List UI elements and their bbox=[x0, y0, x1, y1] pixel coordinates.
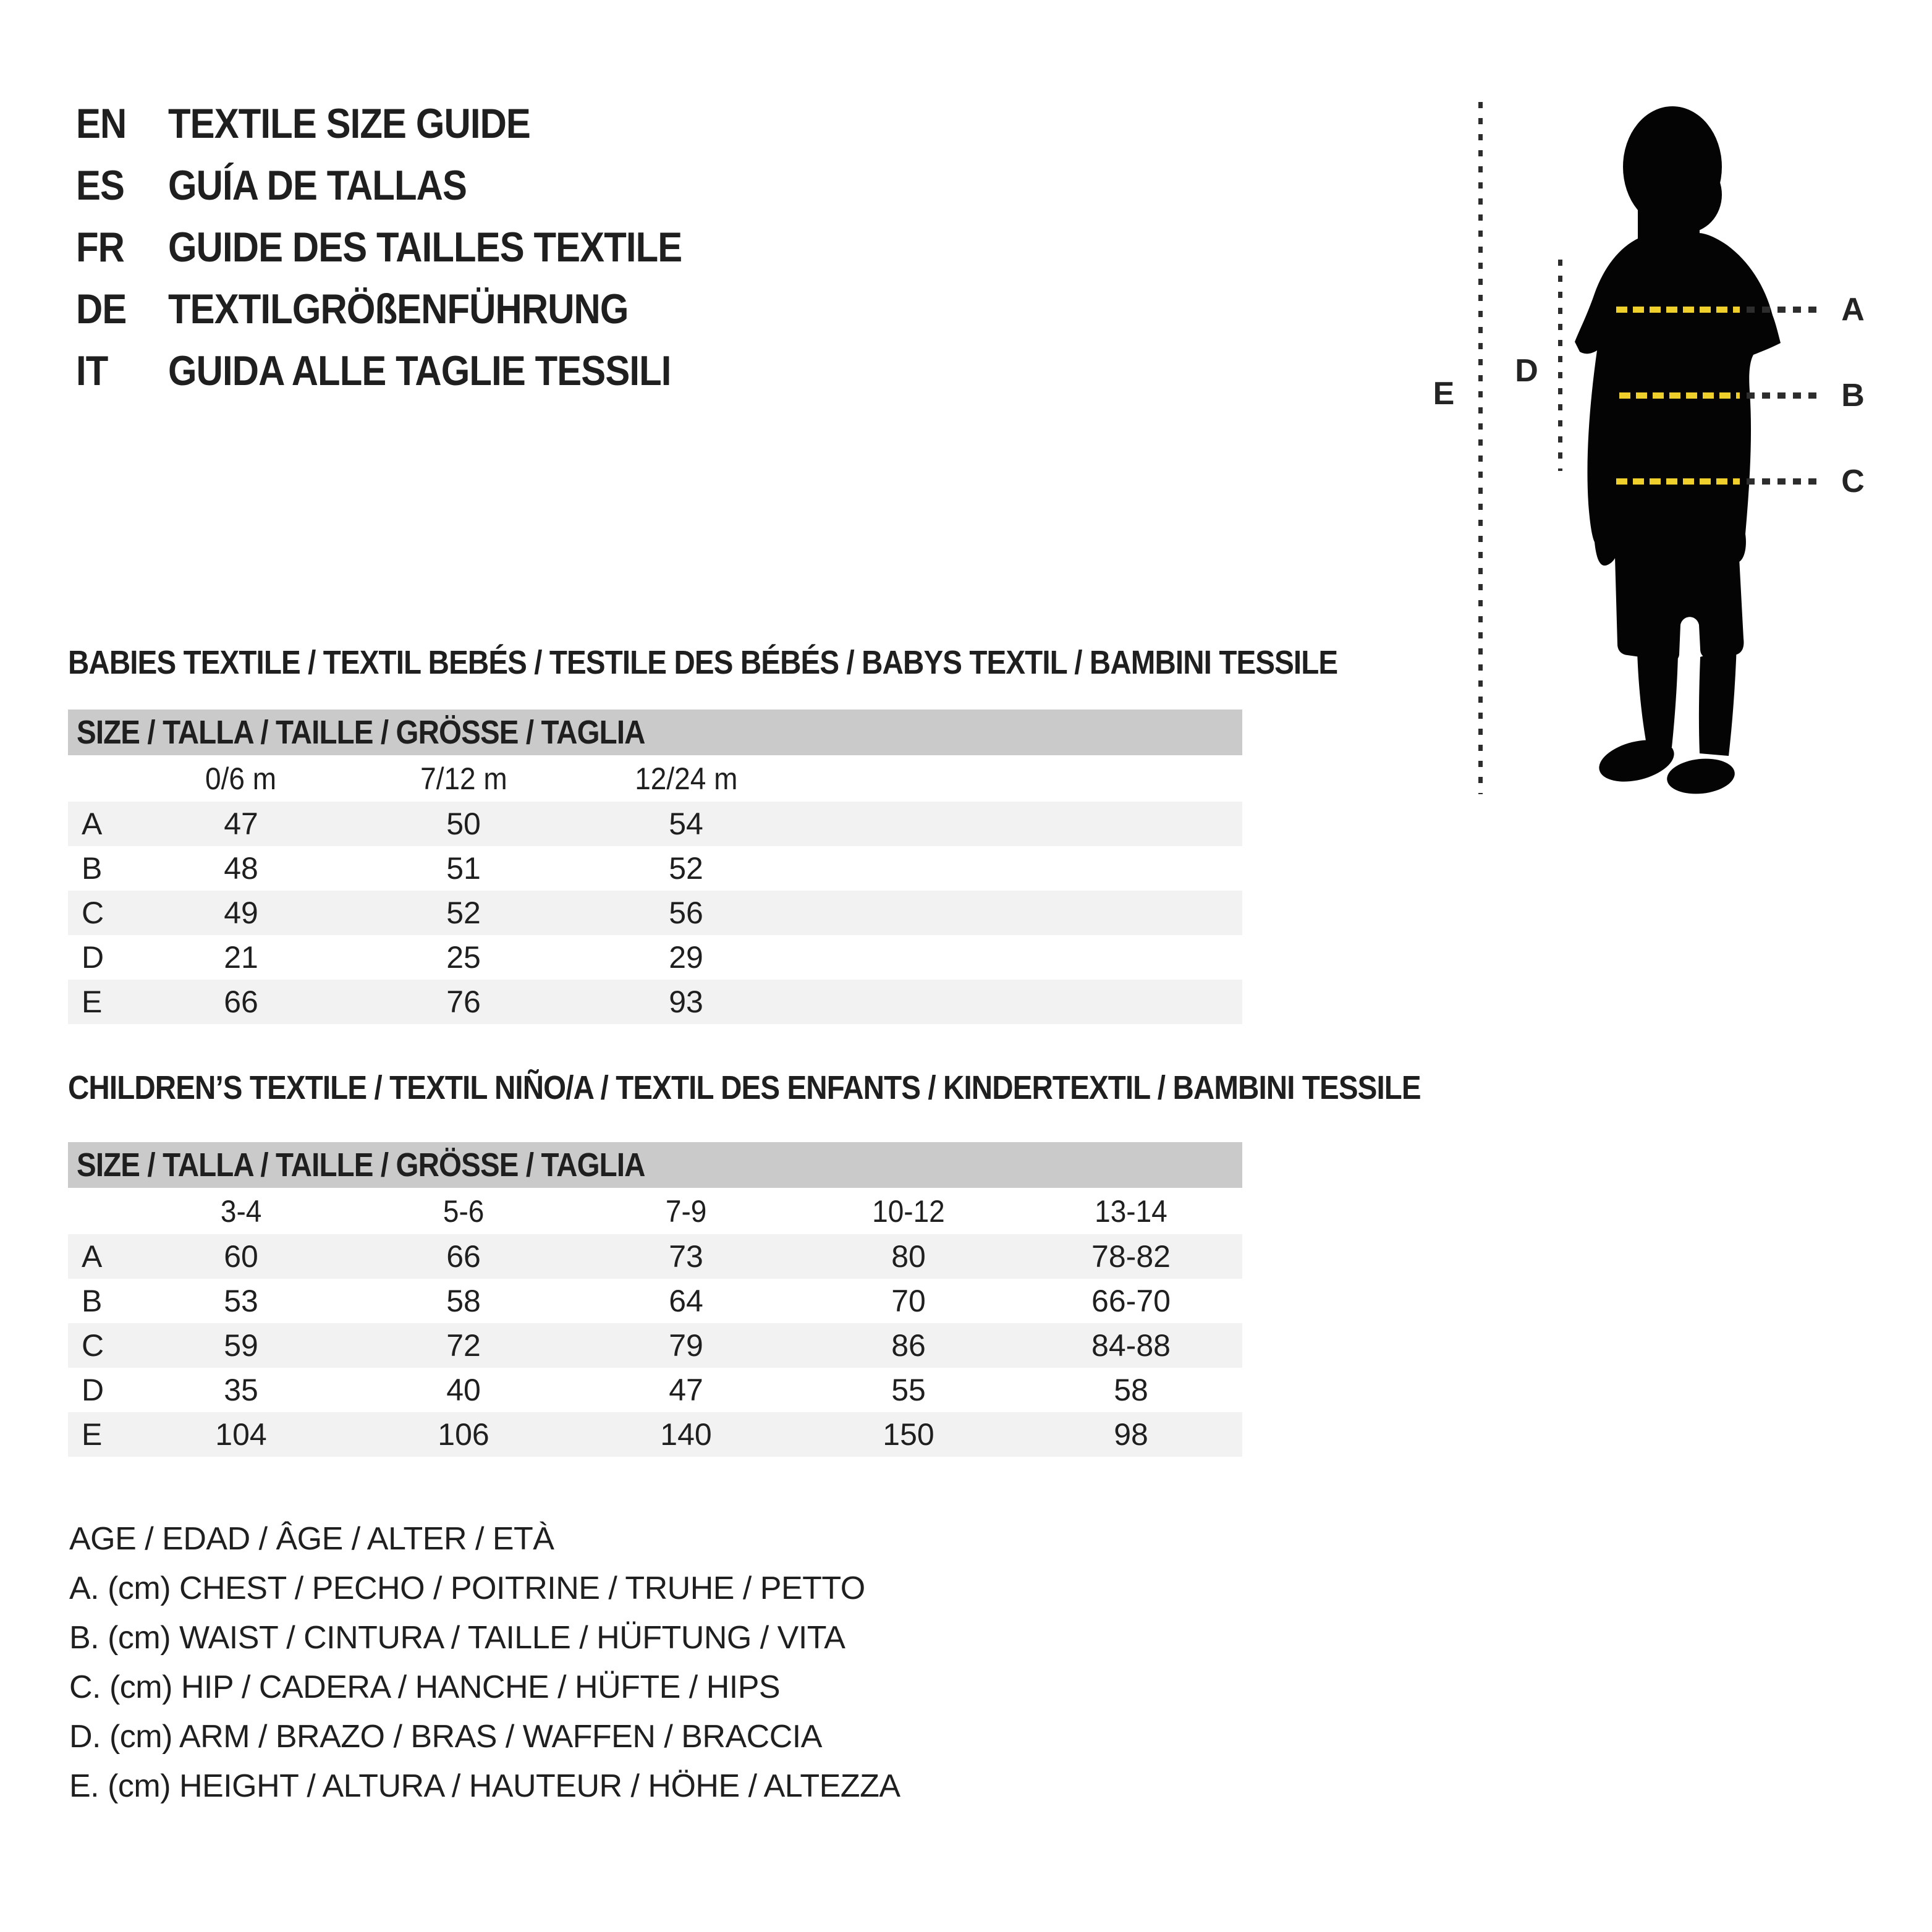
size-value-cell: 53 bbox=[224, 1284, 258, 1318]
row-letter-cell: B bbox=[82, 1284, 103, 1318]
language-code: ES bbox=[76, 162, 125, 209]
legend-line-chest: A. (cm) CHEST / PECHO / POITRINE / TRUHE / PETTO bbox=[69, 1570, 865, 1606]
row-letter-cell: E bbox=[82, 1417, 103, 1452]
legend-line-waist: B. (cm) WAIST / CINTURA / TAILLE / HÜFTUNG / VITA bbox=[69, 1620, 845, 1656]
child-silhouette-icon bbox=[1545, 102, 1805, 794]
language-code: IT bbox=[76, 347, 108, 394]
figure-label-c: C bbox=[1841, 464, 1865, 499]
size-value-cell: 50 bbox=[446, 807, 481, 841]
size-value-cell: 140 bbox=[660, 1417, 712, 1452]
legend-line-height: E. (cm) HEIGHT / ALTURA / HAUTEUR / HÖHE / ALTEZZA bbox=[69, 1768, 900, 1804]
row-letter-cell: A bbox=[82, 1239, 103, 1274]
size-header-label: SIZE / TALLA / TAILLE / GRÖSSE / TAGLIA bbox=[77, 1146, 645, 1184]
language-row bbox=[0, 216, 865, 278]
hip-measure-line-c-yellow bbox=[1616, 478, 1740, 485]
row-letter-cell: E bbox=[82, 985, 103, 1019]
column-header-cell: 5-6 bbox=[443, 1193, 485, 1229]
size-value-cell: 51 bbox=[446, 851, 481, 886]
figure-label-d: D bbox=[1515, 353, 1538, 389]
table-row bbox=[68, 1234, 1242, 1279]
size-value-cell: 106 bbox=[438, 1417, 489, 1452]
row-letter-cell: D bbox=[82, 1373, 104, 1407]
table-row bbox=[68, 1368, 1242, 1412]
column-header-cell: 10-12 bbox=[872, 1193, 945, 1229]
size-value-cell: 25 bbox=[446, 940, 481, 975]
size-value-cell: 58 bbox=[1114, 1373, 1148, 1407]
size-value-cell: 66-70 bbox=[1091, 1284, 1171, 1318]
babies-section-title: BABIES TEXTILE / TEXTIL BEBÉS / TESTILE DES BÉBÉS / BABYS TEXTIL / BAMBINI TESSILE bbox=[68, 644, 1338, 681]
language-row bbox=[0, 93, 865, 155]
size-header-bar bbox=[68, 710, 1242, 755]
row-letter-cell: C bbox=[82, 896, 104, 930]
language-row bbox=[0, 340, 865, 402]
row-letter-cell: D bbox=[82, 940, 104, 975]
size-header-bar bbox=[68, 1142, 1242, 1188]
table-row bbox=[68, 802, 1242, 846]
size-value-cell: 98 bbox=[1114, 1417, 1148, 1452]
size-value-cell: 54 bbox=[669, 807, 703, 841]
column-header-cell: 7-9 bbox=[665, 1193, 707, 1229]
size-value-cell: 66 bbox=[446, 1239, 481, 1274]
size-value-cell: 52 bbox=[669, 851, 703, 886]
children-section-title: CHILDREN’S TEXTILE / TEXTIL NIÑO/A / TEXTIL DES ENFANTS / KINDERTEXTIL / BAMBINI TESSILE bbox=[68, 1069, 1421, 1106]
size-value-cell: 84-88 bbox=[1091, 1328, 1171, 1363]
column-header-row bbox=[68, 1188, 1242, 1234]
size-value-cell: 47 bbox=[224, 807, 258, 841]
size-value-cell: 55 bbox=[891, 1373, 926, 1407]
table-row bbox=[68, 891, 1242, 935]
size-value-cell: 64 bbox=[669, 1284, 703, 1318]
language-row bbox=[0, 155, 865, 216]
size-value-cell: 58 bbox=[446, 1284, 481, 1318]
hip-measure-line-c-dark bbox=[1747, 478, 1823, 485]
size-value-cell: 35 bbox=[224, 1373, 258, 1407]
size-value-cell: 48 bbox=[224, 851, 258, 886]
language-title: TEXTILGRÖßENFÜHRUNG bbox=[168, 286, 629, 333]
column-header-cell: 0/6 m bbox=[205, 761, 277, 796]
language-title: GUÍA DE TALLAS bbox=[168, 162, 467, 209]
chest-measure-line-a-yellow bbox=[1616, 307, 1740, 313]
language-title: GUIDE DES TAILLES TEXTILE bbox=[168, 224, 682, 271]
size-value-cell: 78-82 bbox=[1091, 1239, 1171, 1274]
legend-line-age: AGE / EDAD / ÂGE / ALTER / ETÀ bbox=[69, 1521, 554, 1557]
size-value-cell: 21 bbox=[224, 940, 258, 975]
row-letter-cell: B bbox=[82, 851, 103, 886]
size-value-cell: 40 bbox=[446, 1373, 481, 1407]
size-value-cell: 93 bbox=[669, 985, 703, 1019]
size-value-cell: 72 bbox=[446, 1328, 481, 1363]
table-row bbox=[68, 935, 1242, 980]
language-title: TEXTILE SIZE GUIDE bbox=[168, 100, 530, 147]
figure-label-b: B bbox=[1841, 378, 1865, 413]
size-value-cell: 49 bbox=[224, 896, 258, 930]
size-value-cell: 59 bbox=[224, 1328, 258, 1363]
size-value-cell: 47 bbox=[669, 1373, 703, 1407]
height-measure-line-e bbox=[1478, 102, 1483, 794]
language-row bbox=[0, 278, 865, 340]
waist-measure-line-b-yellow bbox=[1619, 392, 1740, 399]
row-letter-cell: C bbox=[82, 1328, 104, 1363]
column-header-row bbox=[68, 755, 1242, 802]
table-row bbox=[68, 1323, 1242, 1368]
figure-label-e: E bbox=[1433, 376, 1455, 412]
size-header-label: SIZE / TALLA / TAILLE / GRÖSSE / TAGLIA bbox=[77, 714, 645, 751]
language-code: EN bbox=[76, 100, 127, 147]
size-value-cell: 80 bbox=[891, 1239, 926, 1274]
table-row bbox=[68, 980, 1242, 1024]
size-value-cell: 104 bbox=[215, 1417, 267, 1452]
column-header-cell: 3-4 bbox=[220, 1193, 262, 1229]
language-code: DE bbox=[76, 286, 127, 333]
babies-size-table bbox=[68, 710, 1242, 1024]
legend-line-hip: C. (cm) HIP / CADERA / HANCHE / HÜFTE / HIPS bbox=[69, 1669, 781, 1705]
size-value-cell: 150 bbox=[883, 1417, 934, 1452]
language-title: GUIDA ALLE TAGLIE TESSILI bbox=[168, 347, 671, 394]
size-value-cell: 52 bbox=[446, 896, 481, 930]
size-value-cell: 76 bbox=[446, 985, 481, 1019]
column-header-cell: 7/12 m bbox=[420, 761, 507, 796]
chest-measure-line-a-dark bbox=[1747, 307, 1823, 313]
legend-line-arm: D. (cm) ARM / BRAZO / BRAS / WAFFEN / BRACCIA bbox=[69, 1719, 822, 1755]
size-value-cell: 66 bbox=[224, 985, 258, 1019]
table-row bbox=[68, 846, 1242, 891]
size-value-cell: 79 bbox=[669, 1328, 703, 1363]
size-value-cell: 86 bbox=[891, 1328, 926, 1363]
size-value-cell: 60 bbox=[224, 1239, 258, 1274]
table-row bbox=[68, 1412, 1242, 1457]
size-value-cell: 70 bbox=[891, 1284, 926, 1318]
size-value-cell: 56 bbox=[669, 896, 703, 930]
row-letter-cell: A bbox=[82, 807, 103, 841]
language-code: FR bbox=[76, 224, 125, 271]
figure-label-a: A bbox=[1841, 292, 1865, 328]
size-value-cell: 29 bbox=[669, 940, 703, 975]
column-header-cell: 13-14 bbox=[1095, 1193, 1167, 1229]
size-value-cell: 73 bbox=[669, 1239, 703, 1274]
children-size-table bbox=[68, 1142, 1242, 1457]
column-header-cell: 12/24 m bbox=[634, 761, 738, 796]
waist-measure-line-b-dark bbox=[1747, 392, 1823, 399]
table-row bbox=[68, 1279, 1242, 1323]
